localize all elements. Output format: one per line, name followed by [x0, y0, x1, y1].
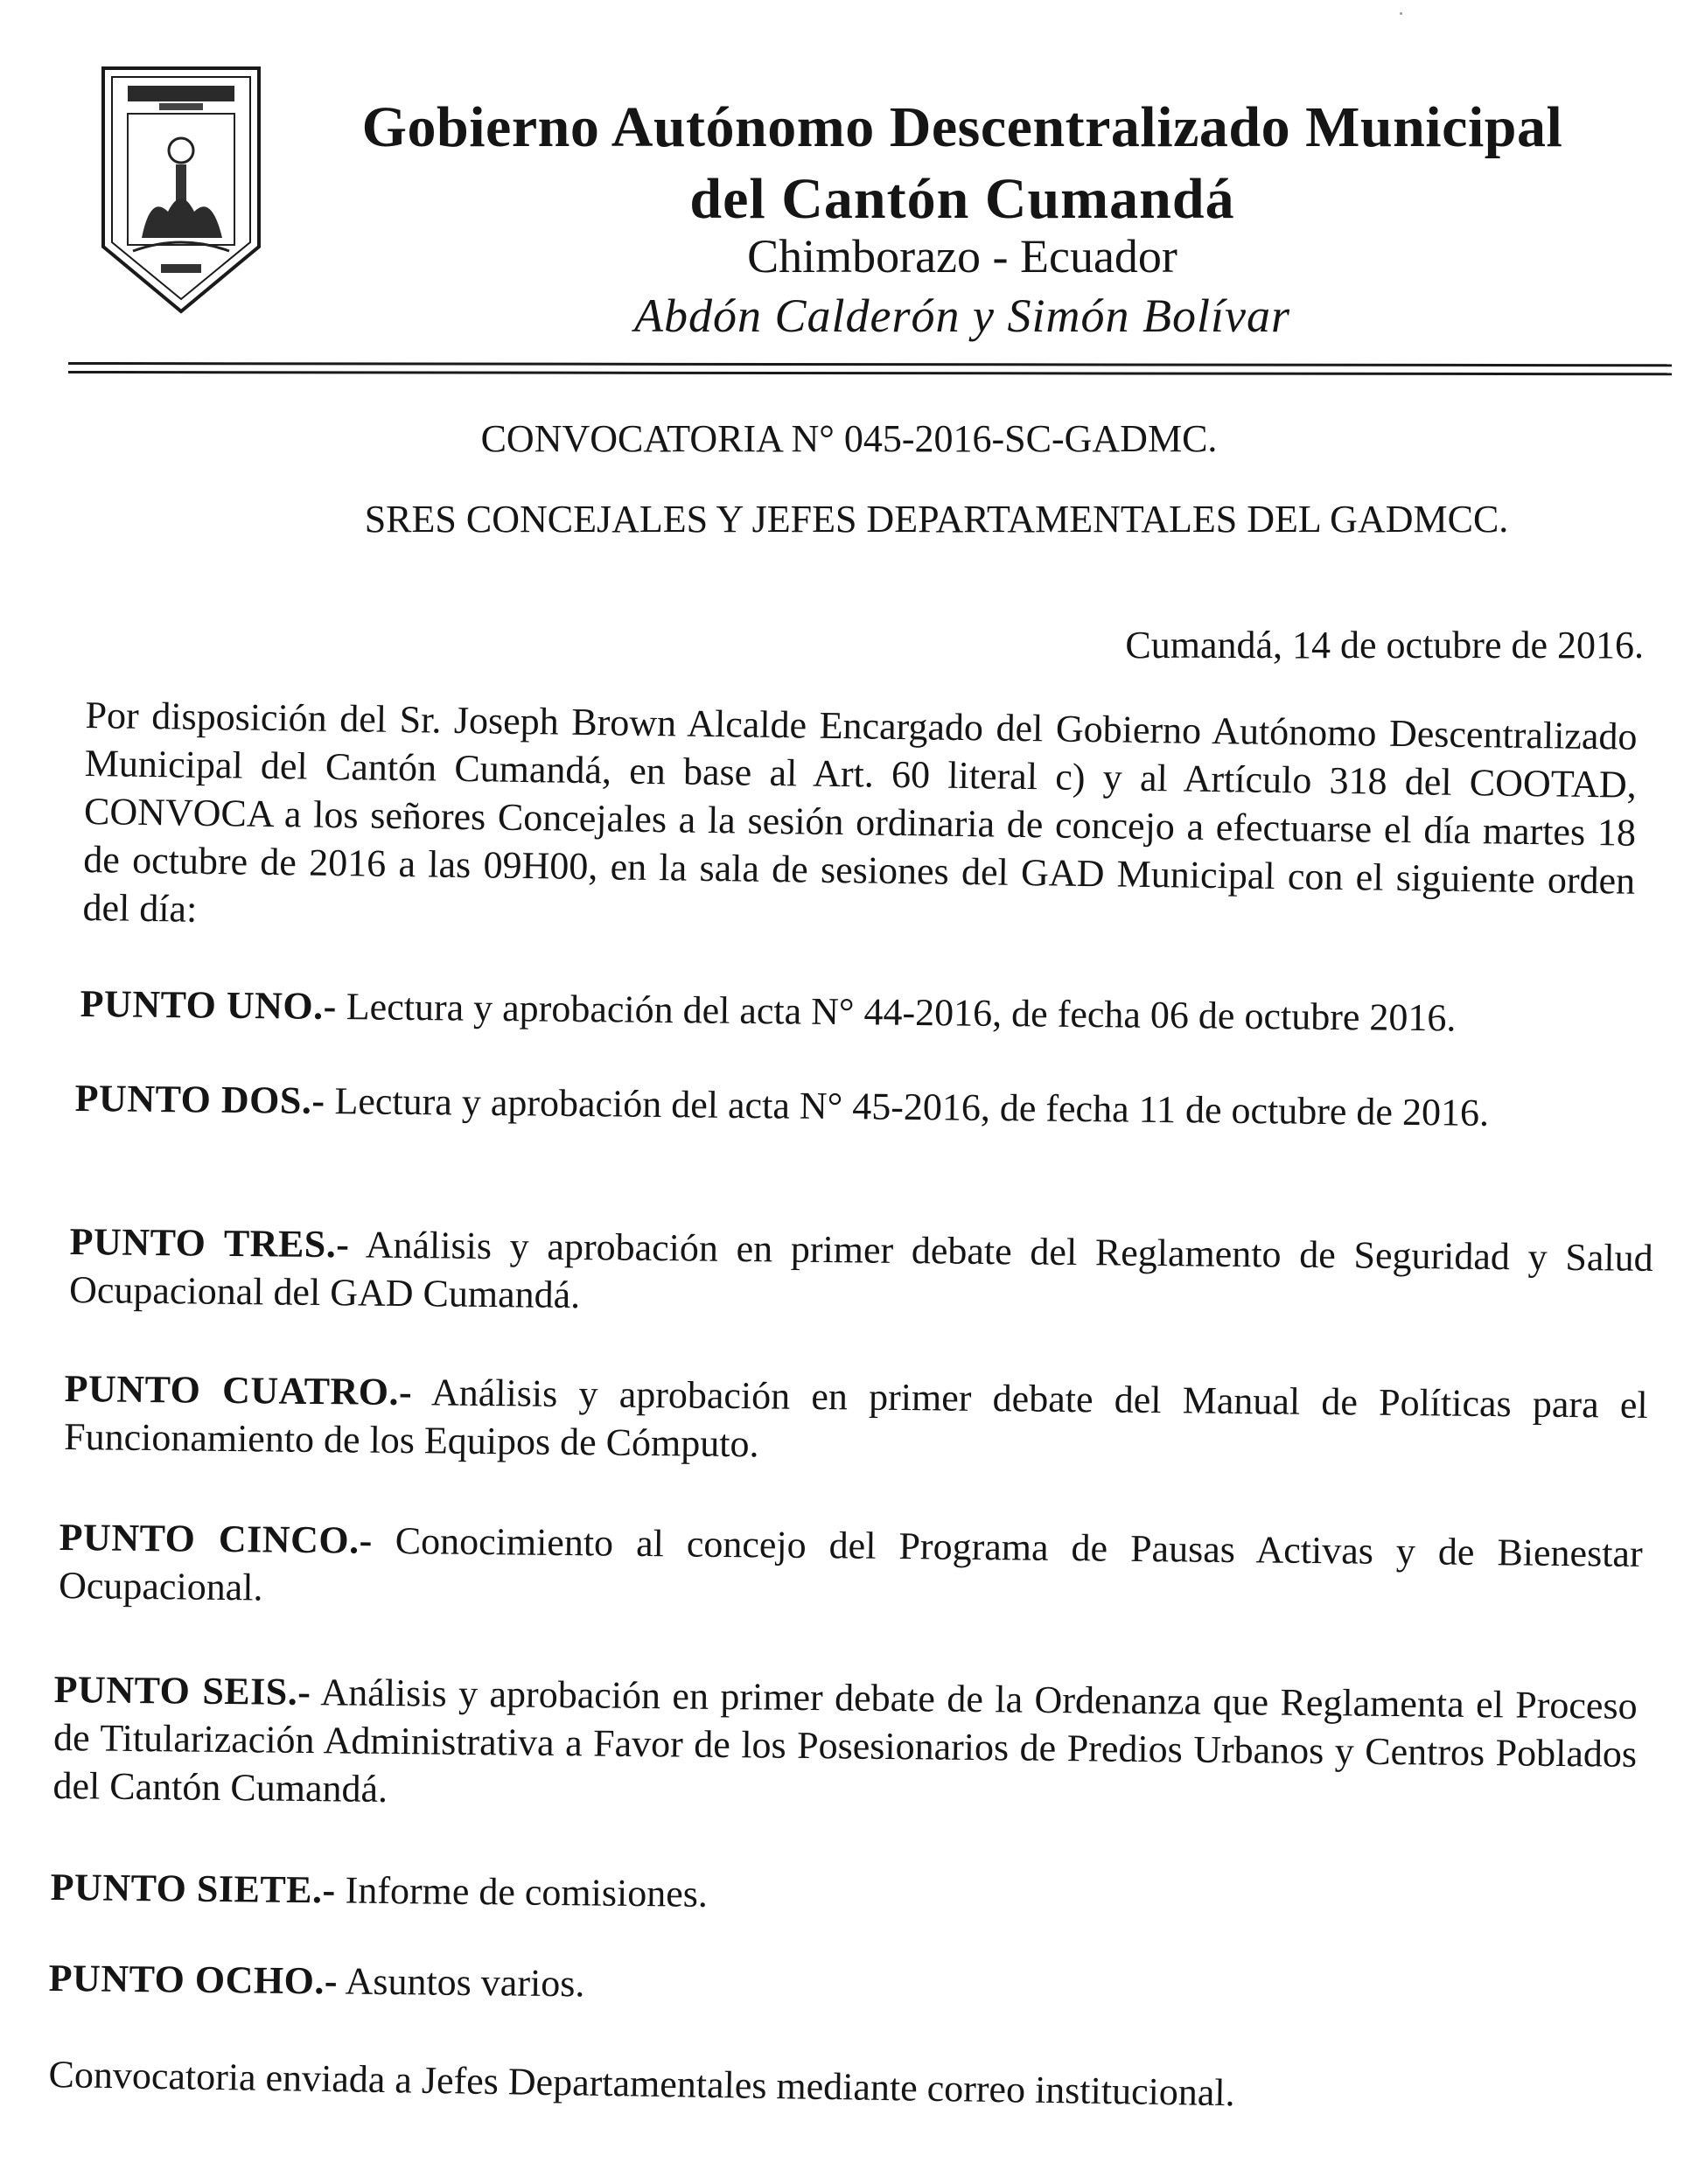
agenda-item [64, 1364, 1648, 1477]
agenda-item-label: PUNTO CUATRO.- [64, 1366, 413, 1414]
agenda-item-label: PUNTO OCHO.- [48, 1956, 339, 2003]
agenda-item-label: PUNTO SEIS.- [53, 1667, 311, 1714]
agenda-item [59, 1513, 1643, 1626]
canton-name: del Cantón Cumandá [689, 167, 1235, 231]
agenda-item [50, 1863, 1633, 1928]
agenda-item-text: Análisis y aprobación en primer debate del Manual de Políticas para el Funcionamiento de los Equipos de Cómputo. [63, 1371, 1648, 1466]
location: Chimborazo - Ecuador [747, 230, 1177, 283]
agenda-item-label: PUNTO TRES.- [69, 1219, 350, 1266]
intro-paragraph: Por disposición del Sr. Joseph Brown Alcalde Encargado del Gobierno Autónomo Descentralizado Municipal del Cantón Cumandá, en base al Art. 60 literal c) y al Artículo 318 del COOTAD, CONVOCA a los señores Concejales a la sesión ordinaria de concejo a efectuarse el día martes 18 de octubre de 2016 a las 09H00, en la sala de sesiones del GAD Municipal con el siguiente orden del día: [82, 693, 1638, 931]
agenda-item-text: Lectura y aprobación del acta N° 44-2016, de fecha 06 de octubre 2016. [346, 985, 1457, 1040]
addressee: SRES CONCEJALES Y JEFES DEPARTAMENTALES DEL GADMCC. [364, 498, 1509, 541]
agenda-item-label: PUNTO SIETE.- [50, 1865, 336, 1912]
document-date: Cumandá, 14 de octubre de 2016. [1125, 624, 1644, 666]
agenda-item [80, 980, 1663, 1044]
municipal-coat-of-arms-icon [98, 63, 264, 317]
closing-note: Convocatoria enviada a Jefes Departamentales mediante correo institucional. [48, 2052, 1235, 2115]
header-divider-top [68, 362, 1672, 366]
agenda-item-text: Análisis y aprobación en primer debate del Reglamento de Seguridad y Salud Ocupacional del GAD Cumandá. [68, 1223, 1653, 1317]
agenda-item-label: PUNTO DOS.- [74, 1076, 325, 1122]
address: Abdón Calderón y Simón Bolívar [634, 290, 1290, 342]
institution-name: Gobierno Autónomo Descentralizado Municipal [361, 95, 1563, 159]
agenda-item [48, 1954, 1632, 2019]
agenda-item-text: Informe de comisiones. [345, 1868, 709, 1915]
agenda-item-text: Lectura y aprobación del acta N° 45-2016, de fecha 11 de octubre de 2016. [334, 1079, 1490, 1134]
agenda-item-label: PUNTO UNO.- [80, 981, 338, 1029]
agenda-item [74, 1074, 1658, 1139]
agenda-item-text: Asuntos varios. [345, 1959, 585, 2006]
convocatoria-number: CONVOCATORIA N° 045-2016-SC-GADMC. [480, 417, 1218, 460]
agenda-item [52, 1665, 1638, 1826]
header-divider-bottom [68, 371, 1672, 375]
agenda-item [69, 1218, 1653, 1330]
agenda-item-text: Análisis y aprobación en primer debate de la Ordenanza que Reglamenta el Proceso de Titularización Administrativa a Favor de los Posesionarios de Predios Urbanos y Centros Poblados del Cantón Cumandá. [52, 1671, 1638, 1811]
scan-speck [1400, 12, 1402, 15]
agenda-item-label: PUNTO CINCO.- [59, 1515, 374, 1562]
agenda-item-text: Conocimiento al concejo del Programa de Pausas Activas y de Bienestar Ocupacional. [58, 1519, 1643, 1609]
